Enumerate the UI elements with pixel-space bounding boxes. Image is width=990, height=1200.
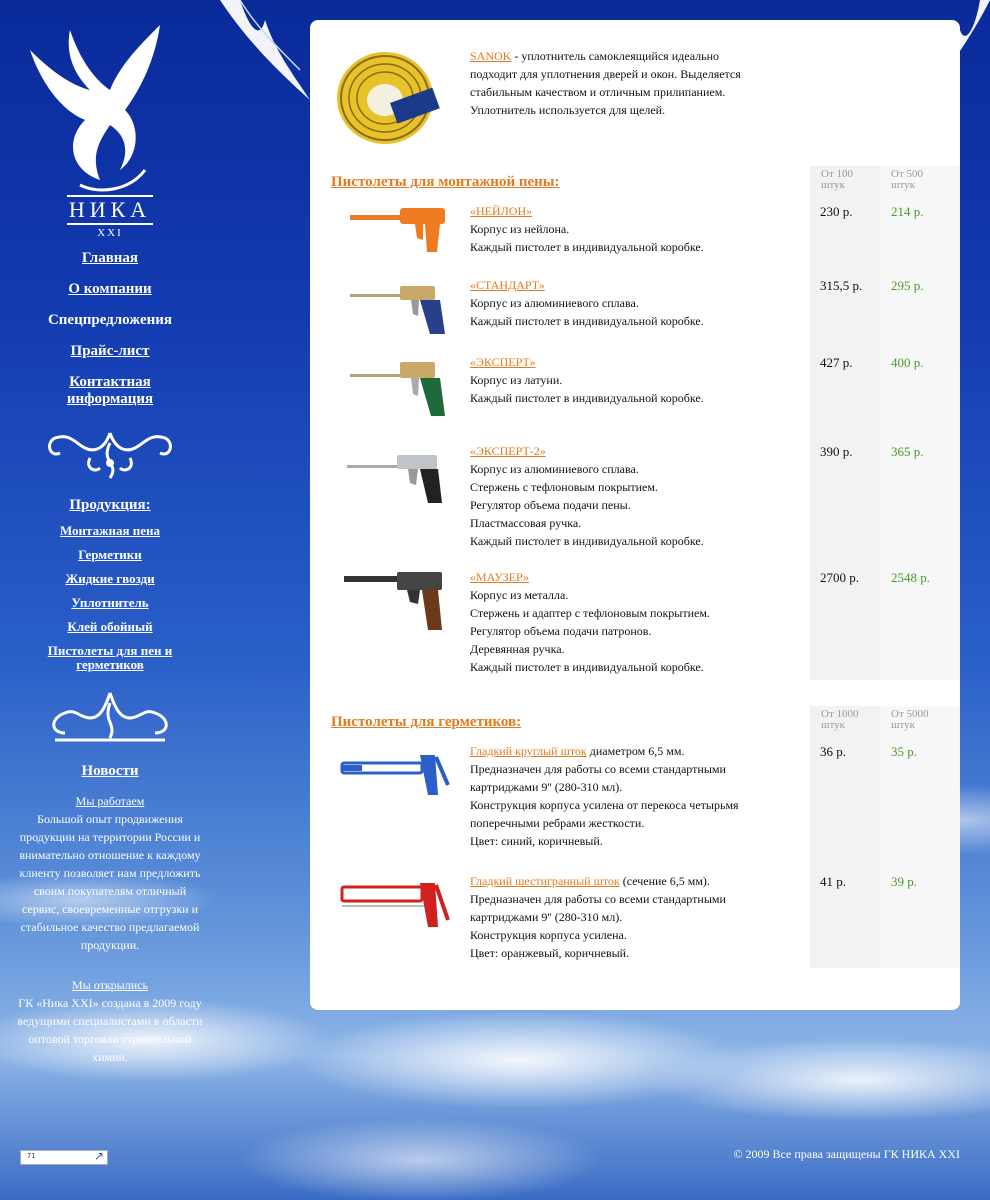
nav-price-list[interactable]: Прайс-лист	[70, 343, 150, 359]
product-link-round-rod[interactable]: Гладкий круглый шток	[470, 744, 587, 758]
bird-logo-icon	[30, 20, 170, 220]
section-title-sealant-guns: Пистолеты для герметиков:	[331, 714, 522, 730]
product-link-sealants[interactable]: Герметики	[78, 547, 142, 562]
product-link-hex-rod[interactable]: Гладкий шестигранный шток	[470, 874, 620, 888]
foam-gun-expert-image	[345, 354, 455, 419]
product-link-guns[interactable]: Пистолеты для пен и герметиков	[47, 643, 173, 672]
col-head-5000: От 5000 штук	[891, 708, 929, 731]
products-menu	[0, 497, 220, 682]
sanok-link[interactable]: SANOK	[470, 49, 512, 63]
nav-home[interactable]: Главная	[81, 250, 139, 266]
product-link-mauser[interactable]: «МАУЗЕР»	[470, 570, 529, 584]
ornament-divider-icon	[45, 423, 175, 483]
product-link-seal[interactable]: Уплотнитель	[71, 595, 149, 610]
price-small-batch: 36 р.	[820, 744, 846, 759]
foam-gun-nylon-image	[345, 200, 455, 255]
product-description: «ЭКСПЕРТ-2» Корпус из алюминиевого сплава. Стержень с тефлоновым покрытием. Регулятор объема подачи пены. Пластмассовая ручка. Каждый пистолет в индивидуальной коробке.	[470, 444, 704, 548]
product-link-expert[interactable]: «ЭКСПЕРТ»	[470, 355, 536, 369]
price-large-batch: 2548 р.	[891, 570, 930, 585]
price-small-batch: 41 р.	[820, 874, 846, 889]
price-small-batch: 390 р.	[820, 444, 853, 459]
product-description: «НЕЙЛОН» Корпус из нейлона. Каждый пистолет в индивидуальной коробке.	[470, 204, 704, 254]
sidebar	[0, 0, 220, 1200]
price-large-batch: 295 р.	[891, 278, 924, 293]
nav-special-offers[interactable]: Спецпредложения	[47, 312, 173, 328]
price-small-batch: 2700 р.	[820, 570, 859, 585]
main-nav	[0, 250, 220, 422]
sealing-tape-roll-image	[330, 48, 450, 148]
news-item-headline[interactable]: Мы открылись	[72, 978, 148, 992]
price-small-batch: 315,5 р.	[820, 278, 863, 293]
news-item-headline[interactable]: Мы работаем	[75, 794, 145, 808]
product-description: «МАУЗЕР» Корпус из металла. Стержень и адаптер с тефлоновым покрытием. Регулятор объема подачи патронов. Деревянная ручка. Каждый пистолет в индивидуальной коробке.	[470, 570, 710, 674]
arrow-icon: ↗	[93, 1149, 104, 1163]
product-link-foam[interactable]: Монтажная пена	[59, 523, 161, 538]
caulking-gun-red-image	[340, 875, 455, 935]
foam-gun-expert-2-image	[342, 445, 452, 505]
products-title: Продукция:	[69, 497, 151, 513]
ornament-divider-icon	[45, 688, 175, 748]
logo-name: НИКА	[67, 195, 153, 225]
product-description: «СТАНДАРТ» Корпус из алюминиевого сплава. Каждый пистолет в индивидуальной коробке.	[470, 278, 704, 328]
product-link-expert-2[interactable]: «ЭКСПЕРТ-2»	[470, 444, 546, 458]
product-link-liquid-nails[interactable]: Жидкие гвозди	[65, 571, 155, 586]
price-small-batch: 230 р.	[820, 204, 853, 219]
price-column-2	[880, 166, 960, 680]
nav-about[interactable]: О компании	[68, 281, 152, 297]
col-head-100: От 100 штук	[821, 168, 854, 191]
news-block	[15, 763, 205, 1088]
logo-wordmark[interactable]	[60, 195, 160, 239]
product-description: Гладкий круглый шток диаметром 6,5 мм. Предназначен для работы со всеми стандартными картриджами 9'' (280-310 мл). Конструкция корпуса усилена от перекоса четырьмя поперечными ребрами жесткости. Цвет: синий, коричневый.	[470, 744, 739, 848]
product-link-standard[interactable]: «СТАНДАРТ»	[470, 278, 545, 292]
product-description: Гладкий шестигранный шток (сечение 6,5 мм). Предназначен для работы со всеми стандартными картриджами 9'' (280-310 мл). Конструкция корпуса усилена. Цвет: оранжевый, коричневый.	[470, 874, 726, 960]
news-item-body: Большой опыт продвижения продукции на территории России и внимательно отношение к каждому клиенту позволяет нам предложить своим покупателям отличный сервис, своевременные отгрузки и стабильное качество предлагаемой продукции.	[19, 812, 201, 952]
nav-contacts[interactable]: Контактная информация	[66, 374, 154, 407]
section-title-foam-guns: Пистолеты для монтажной пены:	[331, 174, 560, 190]
price-large-batch: 35 р.	[891, 744, 917, 759]
product-link-nylon[interactable]: «НЕЙЛОН»	[470, 204, 533, 218]
price-large-batch: 39 р.	[891, 874, 917, 889]
price-large-batch: 365 р.	[891, 444, 924, 459]
visit-counter[interactable]	[20, 1150, 108, 1165]
foam-gun-standard-image	[345, 276, 455, 336]
price-column-1	[810, 166, 880, 680]
product-link-wallpaper-glue[interactable]: Клей обойный	[67, 619, 153, 634]
mauser-pistol-image	[342, 568, 452, 633]
sanok-description: SANOK - уплотнитель самоклеящийся идеально подходит для уплотнения дверей и окон. Выделяется стабильным качеством и отличным прилипанием. Уплотнитель используется для щелей.	[470, 49, 741, 117]
logo-sub: XXI	[97, 227, 123, 239]
col-head-500: От 500 штук	[891, 168, 924, 191]
product-description: «ЭКСПЕРТ» Корпус из латуни. Каждый пистолет в индивидуальной коробке.	[470, 355, 704, 405]
counter-label: 71	[27, 1152, 36, 1160]
price-large-batch: 400 р.	[891, 355, 924, 370]
col-head-1000: От 1000 штук	[821, 708, 859, 731]
news-title[interactable]: Новости	[81, 763, 139, 779]
price-large-batch: 214 р.	[891, 204, 924, 219]
content-panel	[310, 20, 960, 1010]
price-small-batch: 427 р.	[820, 355, 853, 370]
wing-decoration-left	[220, 0, 320, 110]
copyright: © 2009 Все права защищены ГК НИКА XXI	[733, 1147, 960, 1161]
news-item-body: ГК «Ника XXI» создана в 2009 году ведущими специалистами в области оптовой торговли строительной химии.	[17, 996, 203, 1064]
caulking-gun-blue-image	[340, 745, 455, 805]
